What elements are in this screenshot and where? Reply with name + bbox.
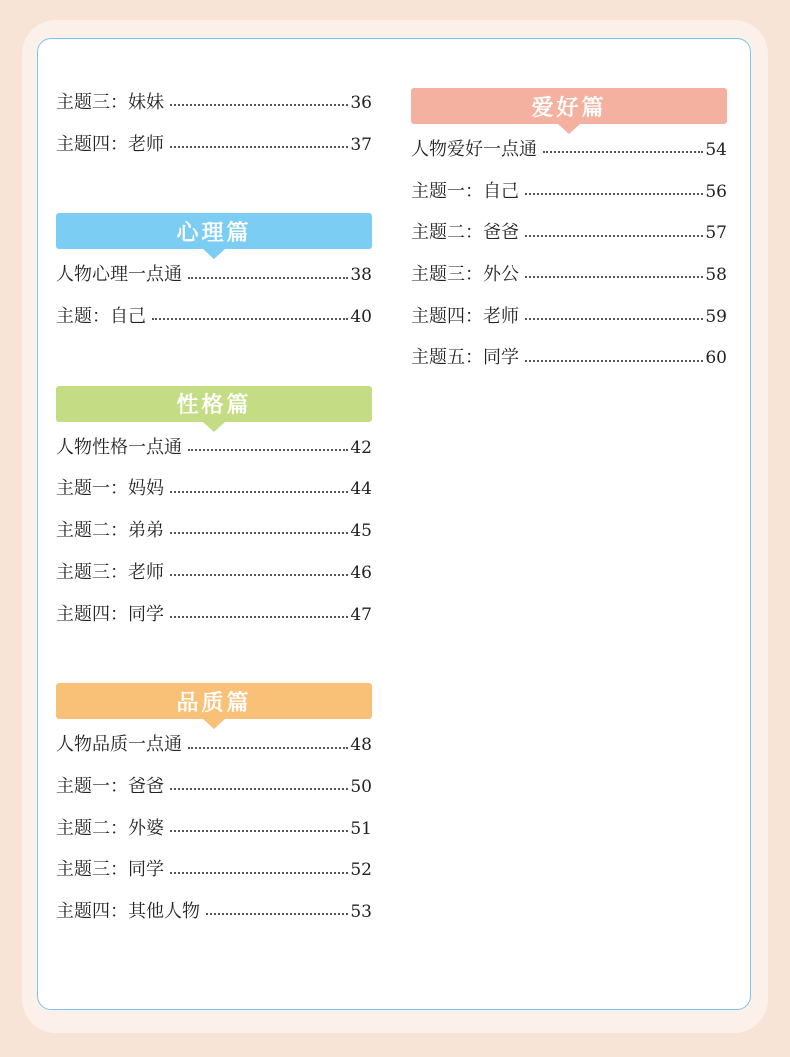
entry-label: 主题四：老师	[56, 133, 164, 155]
entry-label: 人物爱好一点通	[411, 139, 537, 160]
section-personality	[56, 386, 372, 635]
entry-page: 42	[350, 437, 372, 458]
leader-dots	[543, 150, 703, 153]
entry-page: 40	[350, 307, 372, 328]
leader-dots	[170, 490, 348, 493]
leader-dots	[170, 145, 348, 148]
entry-page: 54	[705, 140, 727, 160]
toc-entry[interactable]	[411, 337, 727, 379]
toc-entry[interactable]	[56, 724, 372, 766]
entry-label: 主题一：妈妈	[56, 478, 164, 500]
entry-label: 人物心理一点通	[56, 264, 182, 286]
entry-page: 51	[350, 818, 372, 839]
toc-entry[interactable]	[411, 212, 727, 254]
section-entries	[56, 427, 372, 635]
entry-page: 44	[350, 479, 372, 500]
leader-dots	[188, 276, 348, 279]
section-title: 心理篇	[176, 220, 252, 246]
leader-dots	[170, 615, 348, 618]
entry-label: 主题一：爸爸	[56, 775, 164, 797]
entry-label: 主题二：弟弟	[56, 520, 164, 542]
continued-entries	[56, 82, 372, 165]
section-character	[56, 683, 372, 932]
toc-entry[interactable]	[56, 296, 372, 338]
leader-dots	[525, 359, 703, 362]
section-banner	[56, 386, 372, 422]
entry-page: 48	[350, 735, 372, 756]
toc-entry[interactable]	[56, 552, 372, 594]
leader-dots	[152, 317, 348, 320]
entry-label: 主题四：其他人物	[56, 900, 200, 922]
entry-label: 主题三：老师	[56, 561, 164, 583]
entry-label: 主题二：外婆	[56, 817, 164, 839]
entry-page: 60	[705, 348, 727, 369]
entry-label: 主题四：老师	[411, 305, 519, 327]
toc-entry[interactable]	[56, 510, 372, 552]
entry-page: 37	[350, 134, 372, 155]
leader-dots	[525, 234, 703, 237]
entry-label: 主题三：妹妹	[56, 92, 164, 113]
entry-label: 主题：自己	[56, 306, 146, 328]
leader-dots	[206, 912, 348, 915]
leader-dots	[525, 192, 703, 195]
section-entries	[56, 254, 372, 337]
entry-page: 58	[705, 265, 727, 286]
toc-entry[interactable]	[56, 427, 372, 469]
entry-label: 主题五：同学	[411, 347, 519, 369]
left-column	[56, 82, 372, 933]
toc-entry[interactable]	[56, 766, 372, 808]
section-banner	[56, 683, 372, 719]
leader-dots	[170, 531, 348, 534]
toc-entry[interactable]	[56, 849, 372, 891]
entry-page: 53	[350, 901, 372, 922]
section-entries	[56, 724, 372, 932]
section-entries	[411, 129, 727, 379]
entry-page: 45	[350, 521, 372, 542]
toc-entry[interactable]	[56, 124, 372, 166]
entry-page: 46	[350, 562, 372, 583]
section-hobbies	[411, 88, 727, 379]
leader-dots	[170, 103, 348, 106]
leader-dots	[170, 573, 348, 576]
toc-entry[interactable]	[411, 296, 727, 338]
section-banner	[411, 88, 727, 124]
right-column	[411, 88, 727, 379]
toc-entry[interactable]	[56, 808, 372, 850]
toc-entry[interactable]	[411, 254, 727, 296]
leader-dots	[525, 317, 703, 320]
leader-dots	[170, 871, 348, 874]
entry-page: 38	[350, 265, 372, 286]
section-title: 爱好篇	[531, 95, 607, 121]
toc-entry[interactable]	[411, 129, 727, 171]
entry-page: 52	[350, 860, 372, 881]
entry-page: 59	[705, 306, 727, 327]
section-banner	[56, 213, 372, 249]
leader-dots	[170, 787, 348, 790]
toc-entry[interactable]	[411, 171, 727, 213]
toc-entry[interactable]	[56, 254, 372, 296]
toc-entry[interactable]	[56, 891, 372, 933]
section-psychology	[56, 213, 372, 337]
leader-dots	[170, 829, 348, 832]
entry-page: 47	[350, 604, 372, 625]
entry-label: 主题一：自己	[411, 180, 519, 202]
section-title: 品质篇	[176, 690, 252, 716]
toc-entry[interactable]	[56, 82, 372, 124]
entry-label: 主题二：爸爸	[411, 222, 519, 244]
entry-page: 57	[705, 223, 727, 244]
toc-entry[interactable]	[56, 468, 372, 510]
entry-label: 人物品质一点通	[56, 734, 182, 756]
section-title: 性格篇	[176, 393, 252, 419]
entry-label: 主题三：外公	[411, 264, 519, 286]
entry-label: 主题四：同学	[56, 603, 164, 625]
entry-label: 主题三：同学	[56, 859, 164, 881]
entry-page: 56	[705, 181, 727, 202]
entry-page: 50	[350, 776, 372, 797]
toc-entry[interactable]	[56, 594, 372, 636]
leader-dots	[525, 275, 703, 278]
leader-dots	[188, 448, 348, 451]
leader-dots	[188, 746, 348, 749]
entry-label: 人物性格一点通	[56, 436, 182, 458]
entry-page: 36	[350, 93, 372, 113]
